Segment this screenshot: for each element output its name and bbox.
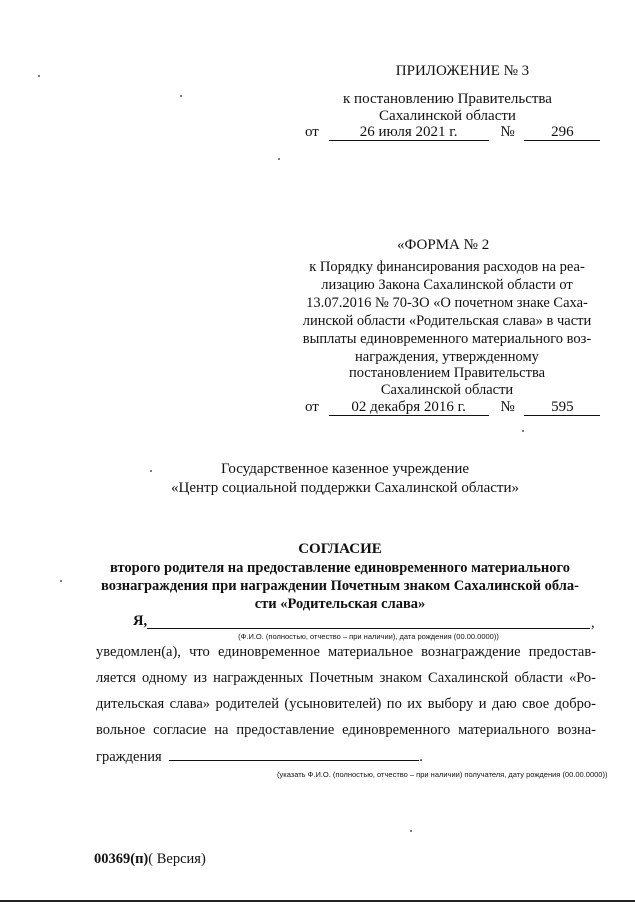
consent-subheading-1: второго родителя на предоставление единовременного материального: [109, 560, 571, 576]
scan-speck: [278, 158, 280, 160]
form-title: «ФОРМА № 2: [397, 237, 490, 253]
footer-code-line: [94, 850, 206, 868]
form-line-8: Сахалинской области: [380, 382, 514, 398]
form-line-7: постановлением Правительства: [348, 365, 546, 381]
person-hint: (Ф.И.О. (полностью, отчество – при наличии), дата рождения (00.00.0000)): [238, 632, 499, 641]
consent-heading: СОГЛАСИЕ: [298, 541, 382, 557]
form-date-row: [305, 398, 600, 416]
appendix-line-2: Сахалинской области: [379, 108, 516, 124]
body-line-4: вольное согласие на предоставление единовременного материального возна-: [96, 722, 596, 738]
form-number-sign: №: [500, 399, 515, 415]
recipient-field: [169, 747, 419, 761]
recipient-hint: (указать Ф.И.О. (полностью, отчество – при наличии) получателя, дату рождения (00.00.0000)): [277, 770, 608, 779]
appendix-from-label: от: [305, 124, 319, 140]
form-line-3: 13.07.2016 № 70-ЗО «О почетном знаке Саха-: [306, 295, 588, 311]
i-label: Я,: [133, 613, 148, 629]
form-date: 02 декабря 2016 г.: [329, 399, 489, 416]
form-number: 595: [524, 399, 600, 416]
scan-speck: [180, 95, 182, 97]
scan-speck: [60, 580, 62, 582]
footer-version: ( Версия): [148, 851, 206, 867]
body-line-5: [96, 747, 423, 766]
appendix-date: 26 июля 2021 г.: [329, 124, 489, 141]
appendix-number-sign: №: [500, 124, 515, 140]
footer-code: 00369(п): [94, 851, 149, 867]
form-line-4: линской области «Родительская слава» в части: [302, 313, 592, 329]
appendix-line-1: к постановлению Правительства: [343, 91, 552, 107]
form-line-6: награждения, утвержденному: [355, 349, 539, 365]
scan-speck: [410, 830, 412, 832]
body-line-1: уведомлен(а), что единовременное материальное вознаграждение предостав-: [96, 644, 596, 660]
form-line-2: лизацию Закона Сахалинской области от: [321, 277, 573, 293]
consent-subheading-2: вознаграждения при награждении Почетным знаком Сахалинской обла-: [101, 578, 579, 594]
body-line-2: ляется одному из награжденных Почетным знаком Сахалинской области «Ро-: [96, 670, 596, 686]
appendix-title: ПРИЛОЖЕНИЕ № 3: [395, 63, 530, 79]
scan-speck: [150, 470, 152, 472]
person-comma: ,: [591, 615, 595, 631]
form-line-1: к Порядку финансирования расходов на реа-: [309, 259, 585, 275]
scan-speck: [38, 75, 40, 77]
body-last-word: граждения: [96, 749, 162, 765]
form-line-5: выплаты единовременного материального воз-: [302, 331, 592, 347]
scan-speck: [522, 430, 524, 432]
page-bottom-edge: [0, 900, 635, 902]
consent-subheading-3: сти «Родительская слава»: [254, 596, 426, 612]
body-period: .: [419, 749, 423, 765]
form-from-label: от: [305, 399, 319, 415]
body-line-3: дительская слава» родителей (усыновителей) по их выбору и даю свое добро-: [96, 696, 596, 712]
person-name-field: [147, 628, 590, 629]
appendix-number: 296: [524, 124, 600, 141]
institution-line-2: «Центр социальной поддержки Сахалинской области»: [171, 480, 519, 496]
appendix-date-row: [305, 123, 600, 141]
institution-line-1: Государственное казенное учреждение: [220, 461, 470, 477]
